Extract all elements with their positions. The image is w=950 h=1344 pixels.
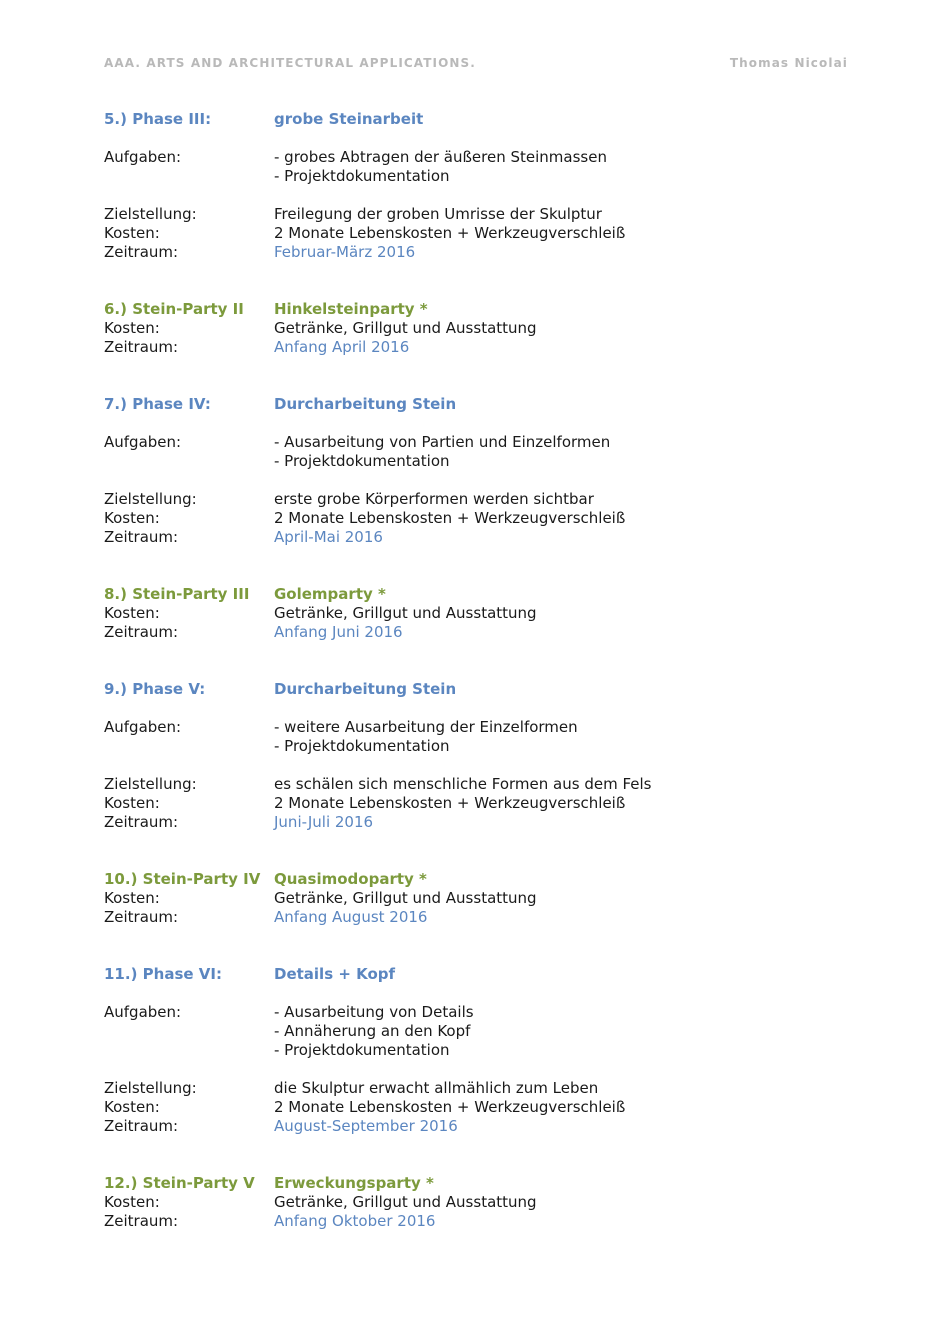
goal-row-label: Zielstellung: (104, 1079, 197, 1097)
task-row (104, 1041, 864, 1060)
goal-row-label: Zielstellung: (104, 205, 197, 223)
spacer (104, 414, 864, 433)
task-row (104, 1003, 864, 1022)
time-row (104, 528, 864, 547)
goal-row (104, 205, 864, 224)
section-heading-label: 7.) Phase IV: (104, 395, 211, 413)
goal-row-value: die Skulptur erwacht allmählich zum Leben (274, 1079, 599, 1097)
cost-row (104, 1098, 864, 1117)
party-section (104, 300, 864, 357)
section-heading (104, 1174, 864, 1193)
cost-row-label: Kosten: (104, 1193, 160, 1211)
time-row-value: Anfang April 2016 (274, 338, 410, 356)
task-item: - Annäherung an den Kopf (274, 1022, 471, 1040)
spacer (104, 1060, 864, 1079)
task-row (104, 148, 864, 167)
time-row-label: Zeitraum: (104, 908, 179, 926)
cost-row-label: Kosten: (104, 1098, 160, 1116)
page-header (104, 56, 848, 70)
cost-row (104, 1193, 864, 1212)
time-row-value: Februar-März 2016 (274, 243, 416, 261)
cost-row-value: Getränke, Grillgut und Ausstattung (274, 1193, 537, 1211)
section-heading (104, 300, 864, 319)
goal-row (104, 775, 864, 794)
section-heading (104, 395, 864, 414)
task-label (104, 167, 274, 186)
section-heading-label: 12.) Stein-Party V (104, 1174, 255, 1192)
section-heading (104, 110, 864, 129)
task-label (104, 737, 274, 756)
cost-row-value: Getränke, Grillgut und Ausstattung (274, 604, 537, 622)
time-row-value: Anfang Oktober 2016 (274, 1212, 436, 1230)
task-item: - Ausarbeitung von Details (274, 1003, 474, 1021)
spacer (104, 471, 864, 490)
task-row (104, 452, 864, 471)
goal-row-value: erste grobe Körperformen werden sichtbar (274, 490, 594, 508)
phase-section (104, 110, 864, 262)
time-row (104, 338, 864, 357)
schedule-content (104, 110, 864, 1269)
task-row (104, 1022, 864, 1041)
time-row (104, 908, 864, 927)
task-label: Aufgaben: (104, 718, 182, 736)
cost-row-label: Kosten: (104, 224, 160, 242)
section-heading-value: Durcharbeitung Stein (274, 680, 457, 698)
time-row (104, 1117, 864, 1136)
goal-row (104, 1079, 864, 1098)
time-row-label: Zeitraum: (104, 338, 179, 356)
section-heading (104, 585, 864, 604)
time-row (104, 243, 864, 262)
spacer (104, 129, 864, 148)
spacer (104, 984, 864, 1003)
time-row-value: Anfang August 2016 (274, 908, 428, 926)
section-heading (104, 870, 864, 889)
section-heading-value: Erweckungsparty * (274, 1174, 434, 1192)
time-row-value: April-Mai 2016 (274, 528, 383, 546)
time-row-label: Zeitraum: (104, 1212, 179, 1230)
header-title: AAA. ARTS AND ARCHITECTURAL APPLICATIONS. (104, 56, 476, 70)
time-row-value: Anfang Juni 2016 (274, 623, 403, 641)
task-row (104, 433, 864, 452)
section-heading-label: 6.) Stein-Party II (104, 300, 244, 318)
time-row (104, 1212, 864, 1231)
goal-row-value: es schälen sich menschliche Formen aus dem Fels (274, 775, 652, 793)
goal-row-value: Freilegung der groben Umrisse der Skulptur (274, 205, 602, 223)
section-heading-value: Hinkelsteinparty * (274, 300, 428, 318)
cost-row-label: Kosten: (104, 604, 160, 622)
section-heading-value: Quasimodoparty * (274, 870, 427, 888)
time-row (104, 813, 864, 832)
cost-row-value: 2 Monate Lebenskosten + Werkzeugverschleiß (274, 794, 626, 812)
cost-row-value: 2 Monate Lebenskosten + Werkzeugverschleiß (274, 1098, 626, 1116)
party-section (104, 585, 864, 642)
cost-row-value: Getränke, Grillgut und Ausstattung (274, 319, 537, 337)
task-label: Aufgaben: (104, 433, 182, 451)
task-label: Aufgaben: (104, 148, 182, 166)
header-author: Thomas Nicolai (729, 56, 848, 70)
time-row-label: Zeitraum: (104, 623, 179, 641)
section-heading-value: grobe Steinarbeit (274, 110, 424, 128)
task-row (104, 737, 864, 756)
section-heading (104, 965, 864, 984)
task-item: - Projektdokumentation (274, 1041, 450, 1059)
task-item: - Projektdokumentation (274, 167, 450, 185)
phase-section (104, 680, 864, 832)
time-row-label: Zeitraum: (104, 1117, 179, 1135)
cost-row (104, 604, 864, 623)
cost-row (104, 794, 864, 813)
goal-row-label: Zielstellung: (104, 490, 197, 508)
section-heading-value: Details + Kopf (274, 965, 396, 983)
cost-row-label: Kosten: (104, 319, 160, 337)
task-label (104, 1022, 274, 1041)
phase-section (104, 395, 864, 547)
phase-section (104, 965, 864, 1136)
section-heading-value: Golemparty * (274, 585, 386, 603)
task-item: - weitere Ausarbeitung der Einzelformen (274, 718, 578, 736)
section-heading-label: 8.) Stein-Party III (104, 585, 250, 603)
task-row (104, 167, 864, 186)
section-heading-label: 9.) Phase V: (104, 680, 206, 698)
section-heading (104, 680, 864, 699)
spacer (104, 699, 864, 718)
goal-row (104, 490, 864, 509)
section-heading-label: 5.) Phase III: (104, 110, 212, 128)
spacer (104, 756, 864, 775)
cost-row-value: 2 Monate Lebenskosten + Werkzeugverschleiß (274, 509, 626, 527)
cost-row (104, 509, 864, 528)
cost-row-label: Kosten: (104, 509, 160, 527)
task-label (104, 452, 274, 471)
spacer (104, 186, 864, 205)
section-heading-label: 11.) Phase VI: (104, 965, 222, 983)
task-item: - grobes Abtragen der äußeren Steinmassen (274, 148, 607, 166)
task-item: - Projektdokumentation (274, 452, 450, 470)
task-label: Aufgaben: (104, 1003, 182, 1021)
time-row-label: Zeitraum: (104, 813, 179, 831)
section-heading-label: 10.) Stein-Party IV (104, 870, 261, 888)
task-item: - Projektdokumentation (274, 737, 450, 755)
task-item: - Ausarbeitung von Partien und Einzelformen (274, 433, 611, 451)
time-row-value: Juni-Juli 2016 (274, 813, 374, 831)
task-label (104, 1041, 274, 1060)
cost-row (104, 319, 864, 338)
time-row-label: Zeitraum: (104, 528, 179, 546)
cost-row (104, 889, 864, 908)
goal-row-label: Zielstellung: (104, 775, 197, 793)
task-row (104, 718, 864, 737)
cost-row-value: Getränke, Grillgut und Ausstattung (274, 889, 537, 907)
time-row (104, 623, 864, 642)
party-section (104, 870, 864, 927)
cost-row-value: 2 Monate Lebenskosten + Werkzeugverschleiß (274, 224, 626, 242)
cost-row-label: Kosten: (104, 889, 160, 907)
party-section (104, 1174, 864, 1231)
cost-row-label: Kosten: (104, 794, 160, 812)
time-row-value: August-September 2016 (274, 1117, 458, 1135)
time-row-label: Zeitraum: (104, 243, 179, 261)
section-heading-value: Durcharbeitung Stein (274, 395, 457, 413)
cost-row (104, 224, 864, 243)
